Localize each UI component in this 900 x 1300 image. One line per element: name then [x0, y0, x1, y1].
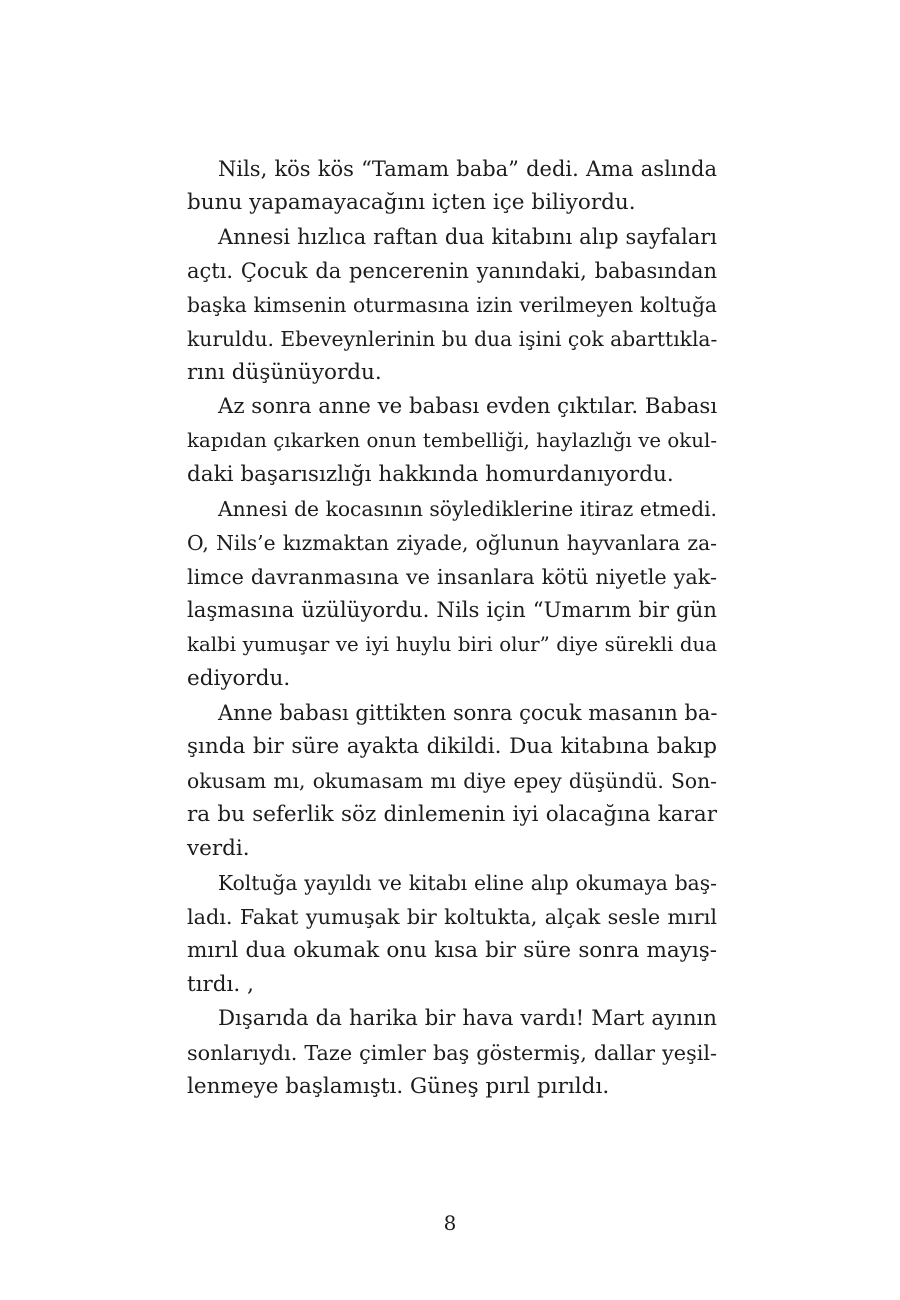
text-line: şında bir süre ayakta dikildi. Dua kitabına bakıp	[187, 734, 717, 759]
paragraph	[187, 220, 717, 390]
paragraph	[187, 152, 717, 220]
text-line: laşmasına üzülüyordu. Nils için “Umarım bir gün	[187, 598, 717, 623]
text-line: ra bu seferlik söz dinlemenin iyi olacağına karar	[187, 802, 717, 827]
text-line: lenmeye başlamıştı. Güneş pırıl pırıldı.	[187, 1074, 610, 1099]
paragraph	[187, 1002, 717, 1104]
text-line: verdi.	[187, 836, 250, 861]
text-line: limce davranmasına ve insanlara kötü niyetle yak-	[187, 565, 717, 589]
paragraph	[187, 866, 717, 1002]
text-line: bunu yapamayacağını içten içe biliyordu.	[187, 190, 636, 215]
text-line: okusam mı, okumasam mı diye epey düşündü. Son-	[187, 769, 717, 793]
text-line: sonlarıydı. Taze çimler baş göstermiş, dallar yeşil-	[187, 1041, 717, 1065]
paragraph	[187, 696, 717, 866]
text-line: Annesi hızlıca raftan dua kitabını alıp sayfaları	[218, 225, 717, 249]
text-line: daki başarısızlığı hakkında homurdanıyordu.	[187, 462, 674, 487]
text-line: Anne babası gittikten sonra çocuk masanın ba-	[218, 701, 718, 725]
text-line: mırıl dua okumak onu kısa bir süre sonra mayış-	[187, 938, 717, 963]
text-line: ediyordu.	[187, 666, 291, 691]
text-line: başka kimsenin oturmasına izin verilmeyen koltuğa	[187, 293, 717, 317]
text-line: açtı. Çocuk da pencerenin yanındaki, babasından	[187, 259, 717, 283]
text-line: kalbi yumuşar ve iyi huylu biri olur” diye sürekli dua	[187, 633, 717, 656]
paragraph	[187, 390, 717, 492]
page-number: 8	[443, 1211, 457, 1235]
text-line: Az sonra anne ve babası evden çıktılar. Babası	[218, 394, 718, 419]
text-line: tırdı. ,	[187, 972, 254, 997]
text-line: Dışarıda da harika bir hava vardı! Mart ayının	[218, 1006, 717, 1031]
text-line: kapıdan çıkarken onun tembelliği, haylazlığı ve okul-	[187, 429, 717, 452]
text-line: Nils, kös kös “Tamam baba” dedi. Ama aslında	[218, 157, 717, 181]
text-line: Annesi de kocasının söylediklerine itiraz etmedi.	[218, 497, 717, 521]
text-line: O, Nils’e kızmaktan ziyade, oğlunun hayvanlara za-	[187, 531, 717, 555]
text-line: rını düşünüyordu.	[187, 360, 382, 385]
paragraph	[187, 492, 717, 696]
text-line: kuruldu. Ebeveynlerinin bu dua işini çok abarttıkla-	[187, 327, 718, 351]
text-line: ladı. Fakat yumuşak bir koltukta, alçak sesle mırıl	[187, 905, 717, 929]
body-text	[187, 152, 717, 1104]
text-line: Koltuğa yayıldı ve kitabı eline alıp okumaya baş-	[218, 871, 717, 895]
